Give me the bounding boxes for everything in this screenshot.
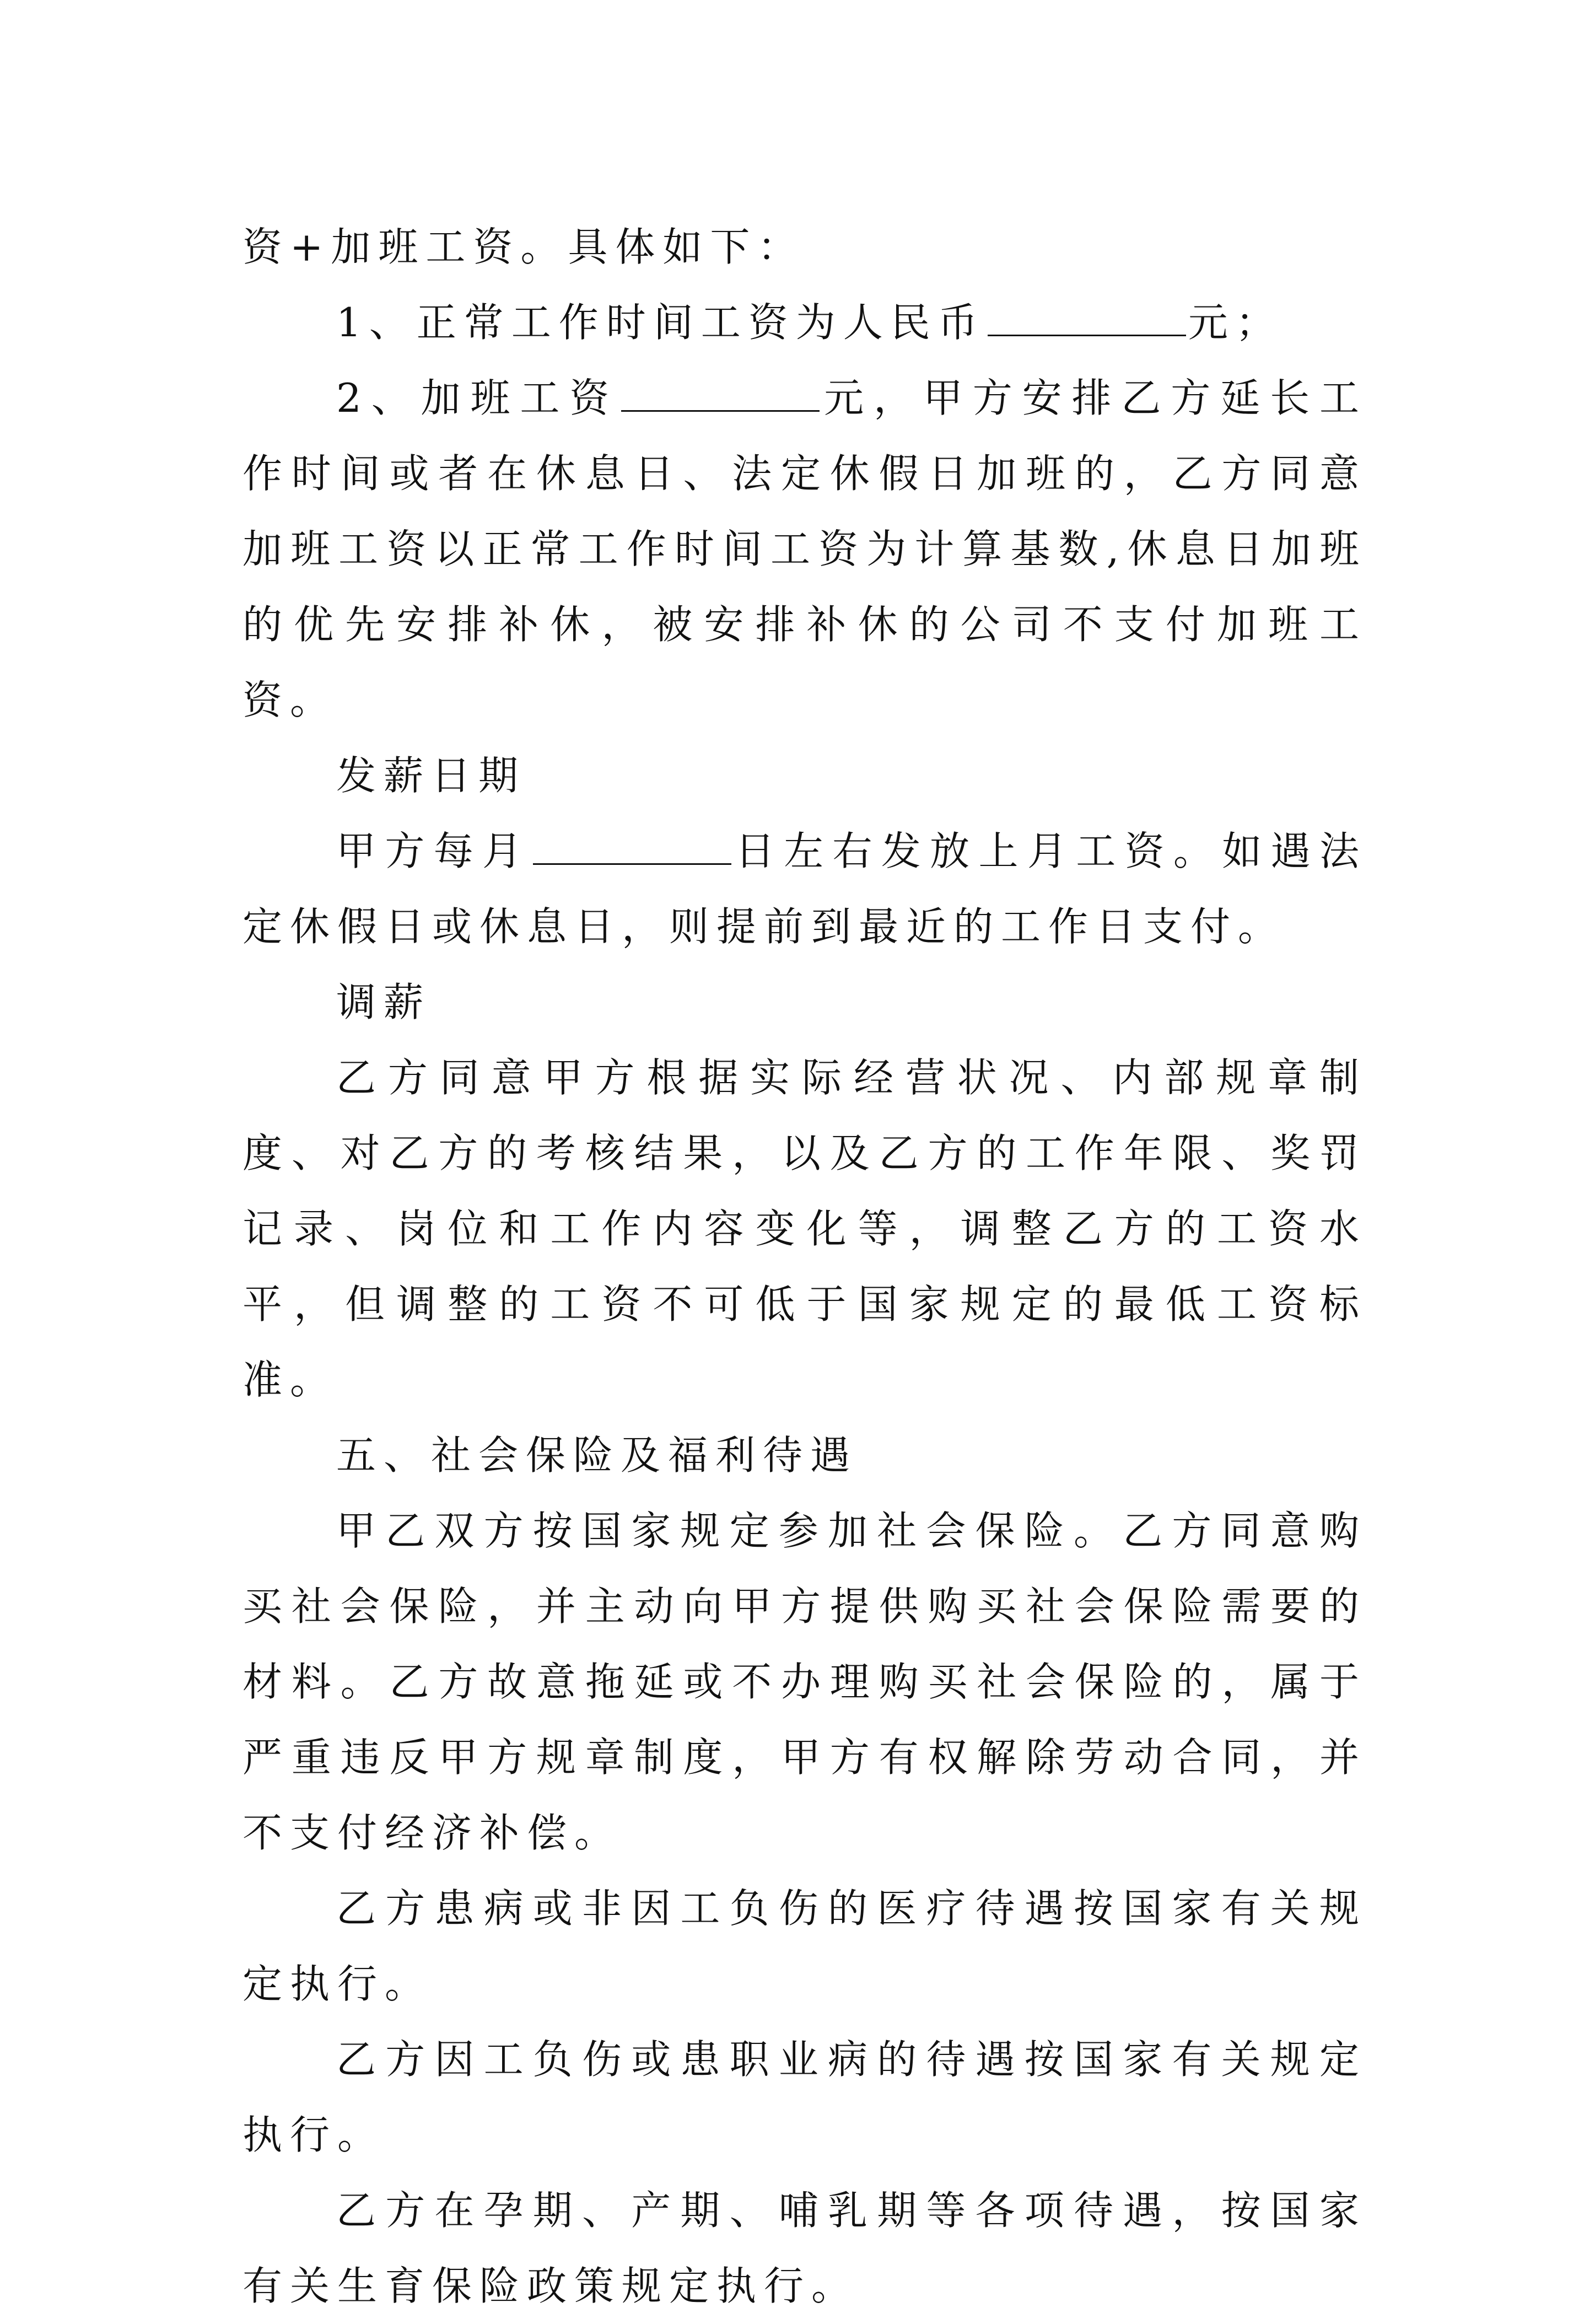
paragraph-maternity <box>243 2173 1367 2324</box>
paragraph-text-before: 2、加班工资 <box>336 375 619 421</box>
paragraph-text: 乙方患病或非因工负伤的医疗待遇按国家有关规定执行。 <box>243 1885 1367 2007</box>
paragraph-text-after: 元； <box>1188 299 1283 346</box>
paragraph-text-before: 1、正常工作时间工资为人民币 <box>336 299 985 346</box>
heading-salary-adjustment <box>243 965 1367 1040</box>
document-body <box>243 209 1367 2324</box>
paragraph-text: 甲乙双方按国家规定参加社会保险。乙方同意购买社会保险，并主动向甲方提供购买社会保险需要的材料。乙方故意拖延或不办理购买社会保险的，属于严重违反甲方规章制度，甲方有权解除劳动合同，并不支付经济补偿。 <box>243 1508 1367 1856</box>
paragraph-text: 资+加班工资。具体如下： <box>243 224 805 270</box>
paragraph-medical-treatment <box>243 1871 1367 2022</box>
heading-social-insurance <box>243 1418 1367 1493</box>
heading-text: 五、社会保险及福利待遇 <box>336 1432 858 1478</box>
paragraph-text-before: 甲方每月 <box>336 828 531 874</box>
heading-text: 调薪 <box>336 979 432 1025</box>
heading-pay-date <box>243 738 1367 814</box>
blank-field-overtime-wage <box>621 377 820 412</box>
paragraph-text: 乙方在孕期、产期、哺乳期等各项待遇，按国家有关生育保险政策规定执行。 <box>243 2187 1367 2309</box>
paragraph-salary-adjustment <box>243 1040 1367 1418</box>
paragraph-work-injury <box>243 2022 1367 2173</box>
paragraph-overtime-wage <box>243 361 1367 738</box>
paragraph-normal-wage <box>243 285 1367 361</box>
paragraph-text-after: 元，甲方安排乙方延长工作时间或者在休息日、法定休假日加班的，乙方同意加班工资以正常工作时间工资为计算基数,休息日加班的优先安排补休，被安排补休的公司不支付加班工资。 <box>243 375 1367 723</box>
paragraph-pay-date <box>243 814 1367 965</box>
paragraph-text: 乙方因工负伤或患职业病的待遇按国家有关规定执行。 <box>243 2036 1367 2158</box>
paragraph-salary-structure <box>243 209 1367 285</box>
paragraph-text-after: 日左右发放上月工资。如遇法定休假日或休息日，则提前到最近的工作日支付。 <box>243 828 1367 950</box>
paragraph-social-insurance <box>243 1493 1367 1871</box>
blank-field-normal-wage <box>988 302 1186 336</box>
paragraph-text: 乙方同意甲方根据实际经营状况、内部规章制度、对乙方的考核结果，以及乙方的工作年限、奖罚记录、岗位和工作内容变化等，调整乙方的工资水平，但调整的工资不可低于国家规定的最低工资标准。 <box>243 1055 1367 1403</box>
blank-field-pay-day <box>533 830 731 865</box>
heading-text: 发薪日期 <box>336 752 526 799</box>
